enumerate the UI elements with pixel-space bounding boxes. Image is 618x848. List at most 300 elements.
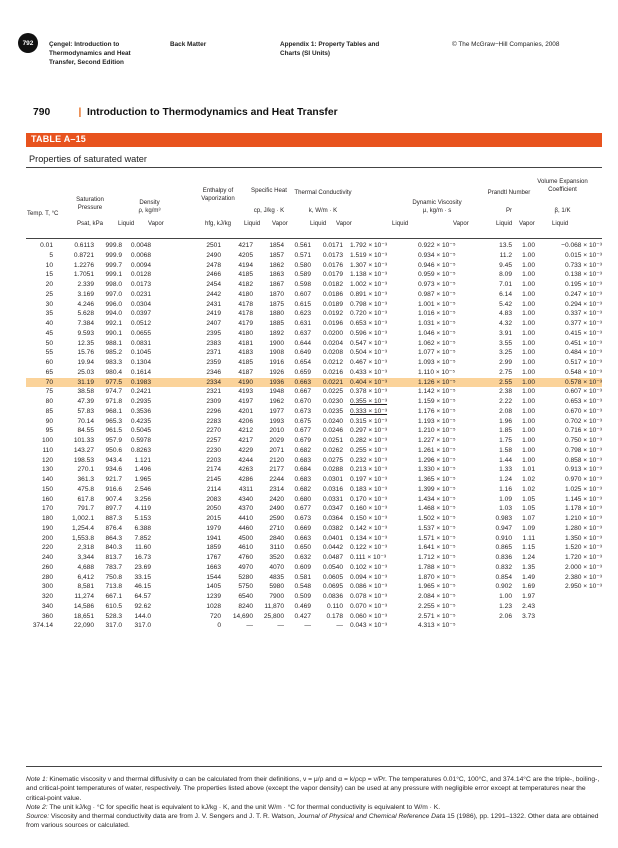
table-cell: 0.467 × 10⁻³ [350, 359, 388, 366]
table-cell: 0.653 × 10⁻³ [564, 398, 602, 405]
header-conductivity: Thermal Conductivity [294, 189, 352, 196]
table-cell: 2230 [206, 446, 221, 454]
table-cell: 2442 [206, 290, 221, 298]
table-cell: 1.02 [522, 485, 535, 493]
table-cell: 190 [41, 524, 53, 532]
table-cell: 2501 [206, 242, 221, 249]
table-cell: 2.546 [134, 485, 151, 493]
table-cell: 0.2935 [130, 398, 151, 405]
table-cell: 0.0230 [322, 398, 343, 405]
table-cell: 6.14 [499, 290, 512, 298]
table-cell: 921.7 [105, 476, 122, 483]
table-cell: 1.046 × 10⁻⁵ [418, 329, 456, 337]
table-cell: 0.654 [294, 359, 311, 366]
table-cell: 0.649 [294, 349, 311, 357]
table-cell: 80 [45, 398, 53, 405]
table-cell: 0.2421 [130, 388, 151, 396]
table-cell: 2270 [206, 427, 221, 435]
table-cell: 0.070 × 10⁻³ [350, 602, 388, 610]
note-2: Note 2: The unit kJ/kg · °C for specific heat is equivalent to kJ/kg · K, and the unit W/m · °C for thermal conductivity is equivalent to W/m · K. [26, 803, 441, 811]
table-cell: 0.433 × 10⁻³ [350, 368, 388, 376]
table-cell: 0.0251 [322, 437, 343, 444]
header-viscosity: Dynamic Viscosity [412, 199, 462, 206]
table-cell: 8.09 [499, 271, 512, 279]
table-cell: 2177 [269, 466, 284, 474]
table-cell: 0.043 × 10⁻³ [350, 622, 388, 630]
table-cell: 10 [45, 261, 53, 269]
table-cell: 0.0225 [322, 388, 343, 396]
table-cell: 0.5045 [130, 427, 151, 435]
table-cell: — [304, 622, 311, 630]
table-cell: 1.00 [522, 437, 535, 444]
table-cell: 55 [45, 349, 53, 357]
table-cell: 1.00 [522, 251, 535, 259]
table-cell: 713.8 [105, 583, 122, 591]
table-cell: 1.00 [522, 300, 535, 308]
table-cell: 2314 [269, 485, 284, 493]
header-expansion: Volume Expansion Coefficient [537, 178, 588, 193]
table-cell: 0.632 [294, 554, 311, 561]
table-cell: 0.504 × 10⁻³ [350, 349, 388, 357]
table-cell: 2371 [206, 349, 221, 357]
header-sub-liquid: Liquid [496, 220, 513, 227]
table-cell: 977.5 [105, 378, 122, 386]
header-sub-liquid: Liquid [118, 220, 135, 227]
header-conductivity-unit: k, W/m · K [308, 207, 338, 214]
publisher-notice: © The McGraw−Hill Companies, 2008 [452, 41, 560, 48]
table-top-rule [26, 167, 602, 168]
table-cell: 0.484 × 10⁻³ [564, 349, 602, 357]
table-cell: 1.210 × 10⁻³ [564, 515, 602, 522]
table-cell: 130 [41, 466, 53, 474]
table-cell: 0.679 [294, 437, 311, 444]
table-cell: 1867 [269, 281, 284, 288]
table-cell: 22,090 [73, 622, 94, 630]
table-cell: 7.852 [134, 534, 151, 542]
table-cell: 1.00 [522, 329, 535, 337]
table-cell: 1.280 × 10⁻³ [564, 524, 602, 532]
table-cell: 1.00 [522, 427, 535, 435]
table-cell: 1.35 [522, 563, 535, 571]
table-cell: 0.0836 [322, 593, 343, 600]
table-cell: 997.0 [105, 290, 122, 298]
table-cell: 0.078 × 10⁻³ [350, 593, 388, 600]
table-cell: 2.380 × 10⁻³ [564, 573, 602, 581]
table-cell: 1.11 [522, 534, 535, 542]
table-cell: 1767 [206, 554, 221, 561]
table-cell: 0.0304 [130, 300, 151, 308]
table-cell: 2114 [206, 485, 221, 493]
table-cell: 1936 [269, 378, 284, 386]
table-cell: 2071 [269, 446, 284, 454]
table-cell: 0.581 [294, 573, 311, 581]
table-cell: 1.00 [522, 456, 535, 464]
table-notes [26, 775, 606, 831]
header-sub-vapor: Vapor [336, 220, 352, 227]
table-cell: 0.987 × 10⁻⁵ [418, 290, 456, 298]
table-cell: 300 [41, 583, 53, 591]
appendix-title: Appendix 1: Property Tables and Charts (SI Units) [280, 41, 380, 57]
table-cell: 1.00 [522, 281, 535, 288]
header-prandtl-unit: Pr [505, 207, 513, 214]
table-cell: 0.337 × 10⁻³ [564, 310, 602, 318]
table-cell: 1.00 [522, 310, 535, 318]
table-cell: 0.247 × 10⁻³ [564, 290, 602, 298]
table-cell: 0.970 × 10⁻³ [564, 476, 602, 483]
header-enthalpy: Enthalpy of Vaporization [201, 187, 235, 202]
table-cell: 916.6 [105, 485, 122, 493]
table-cell: 0.682 [294, 485, 311, 493]
table-cell: 0.0235 [322, 407, 343, 415]
table-cell: 4610 [238, 544, 253, 552]
table-cell: 0.934 × 10⁻⁵ [418, 251, 456, 259]
table-cell: 1859 [206, 544, 221, 552]
table-cell: 0.086 × 10⁻³ [350, 583, 388, 591]
table-cell: 1.00 [522, 271, 535, 279]
table-cell: 1.24 [499, 476, 512, 483]
header-pressure: Saturation Pressure [76, 196, 104, 211]
table-cell: 0.571 [294, 251, 311, 259]
table-cell: 340 [41, 602, 53, 610]
table-cell: 957.9 [105, 437, 122, 444]
table-cell: 1.00 [522, 368, 535, 376]
table-cell: 1.23 [499, 602, 512, 610]
table-cell: 1.227 × 10⁻⁵ [418, 437, 456, 444]
table-cell: 950.6 [105, 446, 122, 454]
table-cell: 1.077 × 10⁻⁵ [418, 349, 456, 357]
table-cell: 374.14 [32, 622, 53, 630]
table-cell: 1.09 [522, 524, 535, 532]
table-label-banner [26, 133, 602, 147]
table-cell: 0.0512 [130, 320, 151, 327]
table-cell: 0.983 [495, 515, 512, 522]
table-cell: 4193 [238, 388, 253, 396]
table-cell: 1.121 [134, 456, 151, 464]
table-cell: 876.4 [105, 524, 122, 532]
table-cell: 8,581 [77, 583, 94, 591]
table-cell: 0.670 [294, 398, 311, 405]
table-cell: 0.702 × 10⁻³ [564, 417, 602, 425]
table-cell: 0.178 [326, 612, 343, 620]
table-cell: 0.677 [294, 505, 311, 513]
table-cell: 2.99 [499, 359, 512, 366]
table-cell: 2.55 [499, 378, 512, 386]
table-cell: 0.959 × 10⁻⁵ [418, 271, 456, 279]
table-cell: 1.07 [522, 515, 535, 522]
table-cell: 1.142 × 10⁻⁵ [418, 388, 456, 396]
table-cell: 5 [49, 251, 53, 259]
table-cell: 4185 [238, 271, 253, 279]
table-cell: 4190 [238, 378, 253, 386]
table-cell: 11,870 [264, 602, 284, 610]
table-cell: 2010 [269, 427, 284, 435]
table-cell: 0.469 [294, 602, 311, 610]
table-cell: 1.00 [499, 593, 512, 600]
table-cell: 3.25 [499, 349, 512, 357]
table-cell: 1.193 × 10⁻⁵ [418, 417, 456, 425]
table-cell: 38.58 [77, 388, 94, 396]
table-cell: 1880 [269, 310, 284, 318]
table-cell: 0.673 [294, 407, 311, 415]
table-cell: 200 [41, 534, 53, 542]
table-cell: 40 [45, 320, 53, 327]
table-cell: 0.197 × 10⁻³ [350, 476, 388, 483]
table-cell: 150 [41, 485, 53, 493]
table-cell: 143.27 [73, 446, 94, 454]
table-cell: 0.0487 [322, 554, 343, 561]
table-cell: 8240 [238, 602, 253, 610]
table-cell: 1544 [206, 573, 221, 581]
table-cell: 4179 [238, 320, 253, 327]
table-cell: 1854 [269, 242, 284, 249]
table-cell: 1885 [269, 320, 284, 327]
table-cell: 180 [41, 515, 53, 522]
table-cell: 5.628 [77, 310, 94, 318]
page-number: 790 [33, 107, 51, 118]
table-cell: 3520 [269, 554, 284, 561]
table-cell: 0.0240 [322, 417, 343, 425]
table-cell: 4182 [238, 281, 253, 288]
table-cell: 0.684 [294, 466, 311, 474]
table-cell: 2.06 [499, 612, 512, 620]
table-cell: 4,688 [77, 563, 94, 571]
table-cell: 360 [41, 612, 53, 620]
table-cell: 1.176 × 10⁻⁵ [418, 407, 456, 415]
table-cell: 18,651 [73, 612, 94, 620]
table-cell: 985.2 [105, 349, 122, 357]
table-cell: 0.0189 [322, 300, 343, 308]
table-cell: 0.0212 [322, 359, 343, 366]
table-cell: 0.111 × 10⁻³ [350, 554, 387, 561]
table-cell: 0.0275 [322, 456, 343, 464]
table-cell: 1900 [269, 339, 284, 347]
table-cell: 2.38 [499, 388, 512, 396]
table-cell: 0.0540 [322, 563, 343, 571]
table-cell: 1.145 × 10⁻³ [564, 495, 602, 503]
table-cell: 2490 [206, 251, 221, 259]
table-cell: 4185 [238, 359, 253, 366]
table-cell: 0.255 × 10⁻³ [350, 446, 388, 454]
table-cell: 1.159 × 10⁻⁵ [418, 398, 456, 405]
table-cell: 2478 [206, 261, 221, 269]
table-cell: 0.0182 [322, 281, 343, 288]
table-cell: 2296 [206, 407, 221, 415]
table-cell: 2.571 × 10⁻⁵ [418, 612, 456, 620]
table-label: TABLE A–15 [31, 134, 87, 144]
table-cell: 3.91 [499, 329, 512, 337]
table-cell: 320 [41, 593, 53, 600]
table-cell: 35 [45, 310, 53, 318]
table-cell: 2334 [206, 378, 221, 386]
table-cell: 4205 [238, 251, 253, 259]
table-cell: 0.0655 [130, 329, 151, 337]
table-cell: 4970 [238, 563, 253, 571]
table-cell: 9.593 [77, 329, 94, 337]
table-cell: 0.183 × 10⁻³ [350, 485, 388, 493]
table-cell: 1.519 × 10⁻³ [350, 251, 388, 259]
table-cell: 7900 [269, 593, 284, 600]
table-cell: 528.3 [105, 612, 122, 620]
table-cell: 3.169 [77, 290, 94, 298]
table-cell: 0.589 [294, 271, 311, 279]
table-cell: 720 [209, 612, 221, 620]
table-cell: 971.8 [105, 398, 122, 405]
table-cell: 968.1 [105, 407, 122, 415]
table-cell: 0.596 × 10⁻³ [350, 329, 388, 337]
table-cell: 0.404 × 10⁻³ [350, 378, 388, 386]
table-cell: 2454 [206, 281, 221, 288]
table-cell: 170 [41, 505, 53, 513]
table-cell: 1.307 × 10⁻³ [350, 261, 388, 269]
table-cell: 0.631 [294, 320, 311, 327]
table-cell: 2407 [206, 320, 221, 327]
table-cell: 33.15 [134, 573, 151, 581]
table-cell: 864.3 [105, 534, 122, 542]
header-sub-vapor: Vapor [272, 220, 288, 227]
table-cell: 1.537 × 10⁻⁵ [418, 524, 456, 532]
table-cell: 0.0401 [322, 534, 343, 542]
table-cell: 1908 [269, 349, 284, 357]
table-cell: 0.798 × 10⁻³ [564, 446, 602, 454]
table-cell: 0.902 [495, 583, 512, 591]
table-cell: 934.6 [105, 466, 122, 474]
table-cell: 45 [45, 329, 53, 337]
table-cell: 1979 [206, 524, 221, 532]
running-head [33, 107, 338, 118]
table-cell: 60 [45, 359, 53, 366]
table-cell: 475.8 [77, 485, 94, 493]
table-cell: 0.0316 [322, 485, 343, 493]
table-cell: 4178 [238, 310, 253, 318]
table-cell: 1.02 [522, 476, 535, 483]
table-cell: 0.0216 [322, 368, 343, 376]
table-cell: 47.39 [77, 398, 94, 405]
table-cell: 2490 [269, 505, 284, 513]
table-cell: 2083 [206, 495, 221, 503]
table-cell: 4.246 [77, 300, 94, 308]
header-sub-vapor: Vapor [148, 220, 164, 227]
table-cell: 0.720 × 10⁻³ [350, 310, 388, 318]
table-cell: 0.865 [495, 544, 512, 552]
table-cell: 0.858 × 10⁻³ [564, 456, 602, 464]
table-cell: — [246, 622, 253, 630]
table-cell: 2309 [206, 398, 221, 405]
header-sub-liquid: Liquid [310, 220, 327, 227]
table-cell: 100 [41, 437, 53, 444]
table-cell: 1.44 [499, 456, 512, 464]
header-sub-liquid: Liquid [392, 220, 409, 227]
header-enthalpy-unit: hfg, kJ/kg [204, 220, 232, 227]
table-cell: 0.675 [294, 417, 311, 425]
table-cell: 1.00 [522, 320, 535, 327]
table-cell: 992.1 [105, 320, 122, 327]
table-cell: 4286 [238, 476, 253, 483]
table-cell: 1.720 × 10⁻³ [564, 554, 602, 561]
header-pressure-unit: Psat, kPa [76, 220, 104, 227]
table-cell: 0.122 × 10⁻³ [350, 544, 388, 552]
table-cell: 0.663 [294, 378, 311, 386]
table-cell: 1962 [269, 398, 284, 405]
header-prandtl: Prandtl Number [487, 189, 531, 196]
table-cell: — [277, 622, 284, 630]
book-title: Çengel: Introduction to Thermodynamics and Heat Transfer, Second Edition [49, 41, 131, 66]
table-cell: 0.750 × 10⁻³ [564, 437, 602, 444]
source-note: Source: Viscosity and thermal conductivity data are from J. V. Sengers and J. T. R. Watson, Journal of Physical and Chemical Reference Data 15 (1986), pp. 1291–1322. Other data are obtained from various sources or calculated. [26, 813, 599, 830]
table-cell: 14,586 [73, 602, 94, 610]
table-cell: 0.427 [294, 612, 311, 620]
table-cell: 260 [41, 563, 53, 571]
section-label: Back Matter [170, 41, 207, 48]
table-cell: 0.663 [294, 534, 311, 542]
table-cell: 3,344 [77, 554, 94, 561]
table-cell: 5280 [238, 573, 253, 581]
table-cell: 85 [45, 407, 53, 415]
table-cell: 0.607 [294, 290, 311, 298]
table-cell: 70.14 [77, 417, 94, 425]
table-cell: 0.0695 [322, 583, 343, 591]
table-cell: 1.24 [522, 554, 535, 561]
table-cell: 1.788 × 10⁻⁵ [418, 563, 456, 571]
table-cell: 7.384 [77, 320, 94, 327]
table-cell: 0.973 × 10⁻⁵ [418, 281, 456, 288]
table-cell: 783.7 [105, 563, 122, 571]
table-cell: 280 [41, 573, 53, 581]
table-cell: 70 [45, 378, 53, 386]
table-cell: 2120 [269, 456, 284, 464]
table-cell: 2283 [206, 417, 221, 425]
table-cell: 1863 [269, 271, 284, 279]
table-cell: 0.673 [294, 515, 311, 522]
table-cell: 667.1 [105, 593, 122, 600]
table-cell: 980.4 [105, 368, 122, 376]
table-cell: 15 [45, 271, 53, 279]
table-cell: 4500 [238, 534, 253, 542]
table-cell: 1.870 × 10⁻⁵ [418, 573, 456, 581]
table-cell: 4460 [238, 524, 253, 532]
table-cell: 1916 [269, 359, 284, 366]
table-cell: 11.60 [134, 544, 151, 552]
table-cell: 1.468 × 10⁻⁵ [418, 505, 456, 513]
table-cell: 361.3 [77, 476, 94, 483]
table-cell: 1.434 × 10⁻⁵ [418, 495, 456, 503]
table-cell: 1239 [206, 593, 221, 600]
table-cell: 1.00 [522, 339, 535, 347]
table-cell: 2321 [206, 388, 221, 396]
table-cell: 4.313 × 10⁻⁵ [418, 622, 456, 630]
table-cell: 2015 [206, 515, 221, 522]
table-cell: 998.0 [105, 281, 122, 288]
table-cell: 1941 [206, 534, 221, 542]
table-cell: 1.016 × 10⁻⁵ [418, 310, 456, 318]
table-cell: 0.615 [294, 300, 311, 308]
table-cell: 0.110 [326, 602, 343, 610]
table-cell: 57.83 [77, 407, 94, 415]
table-cell: 2466 [206, 271, 221, 279]
table-cell: 610.5 [105, 602, 122, 610]
table-cell: 0.0442 [322, 544, 343, 552]
table-cell: 120 [41, 456, 53, 464]
table-cell: 144.0 [134, 612, 151, 620]
table-cell: 1.75 [499, 437, 512, 444]
table-cell: 0.5978 [130, 437, 151, 444]
table-cell: 2.255 × 10⁻⁵ [418, 602, 456, 610]
table-cell: 1.641 × 10⁻⁵ [418, 544, 456, 552]
table-cell: 0.832 [495, 563, 512, 571]
table-cell: 0.142 × 10⁻³ [350, 524, 388, 532]
table-cell: 1.502 × 10⁻⁵ [418, 515, 456, 522]
table-cell: 0.854 [495, 573, 512, 581]
table-cell: 0.680 [294, 495, 311, 503]
